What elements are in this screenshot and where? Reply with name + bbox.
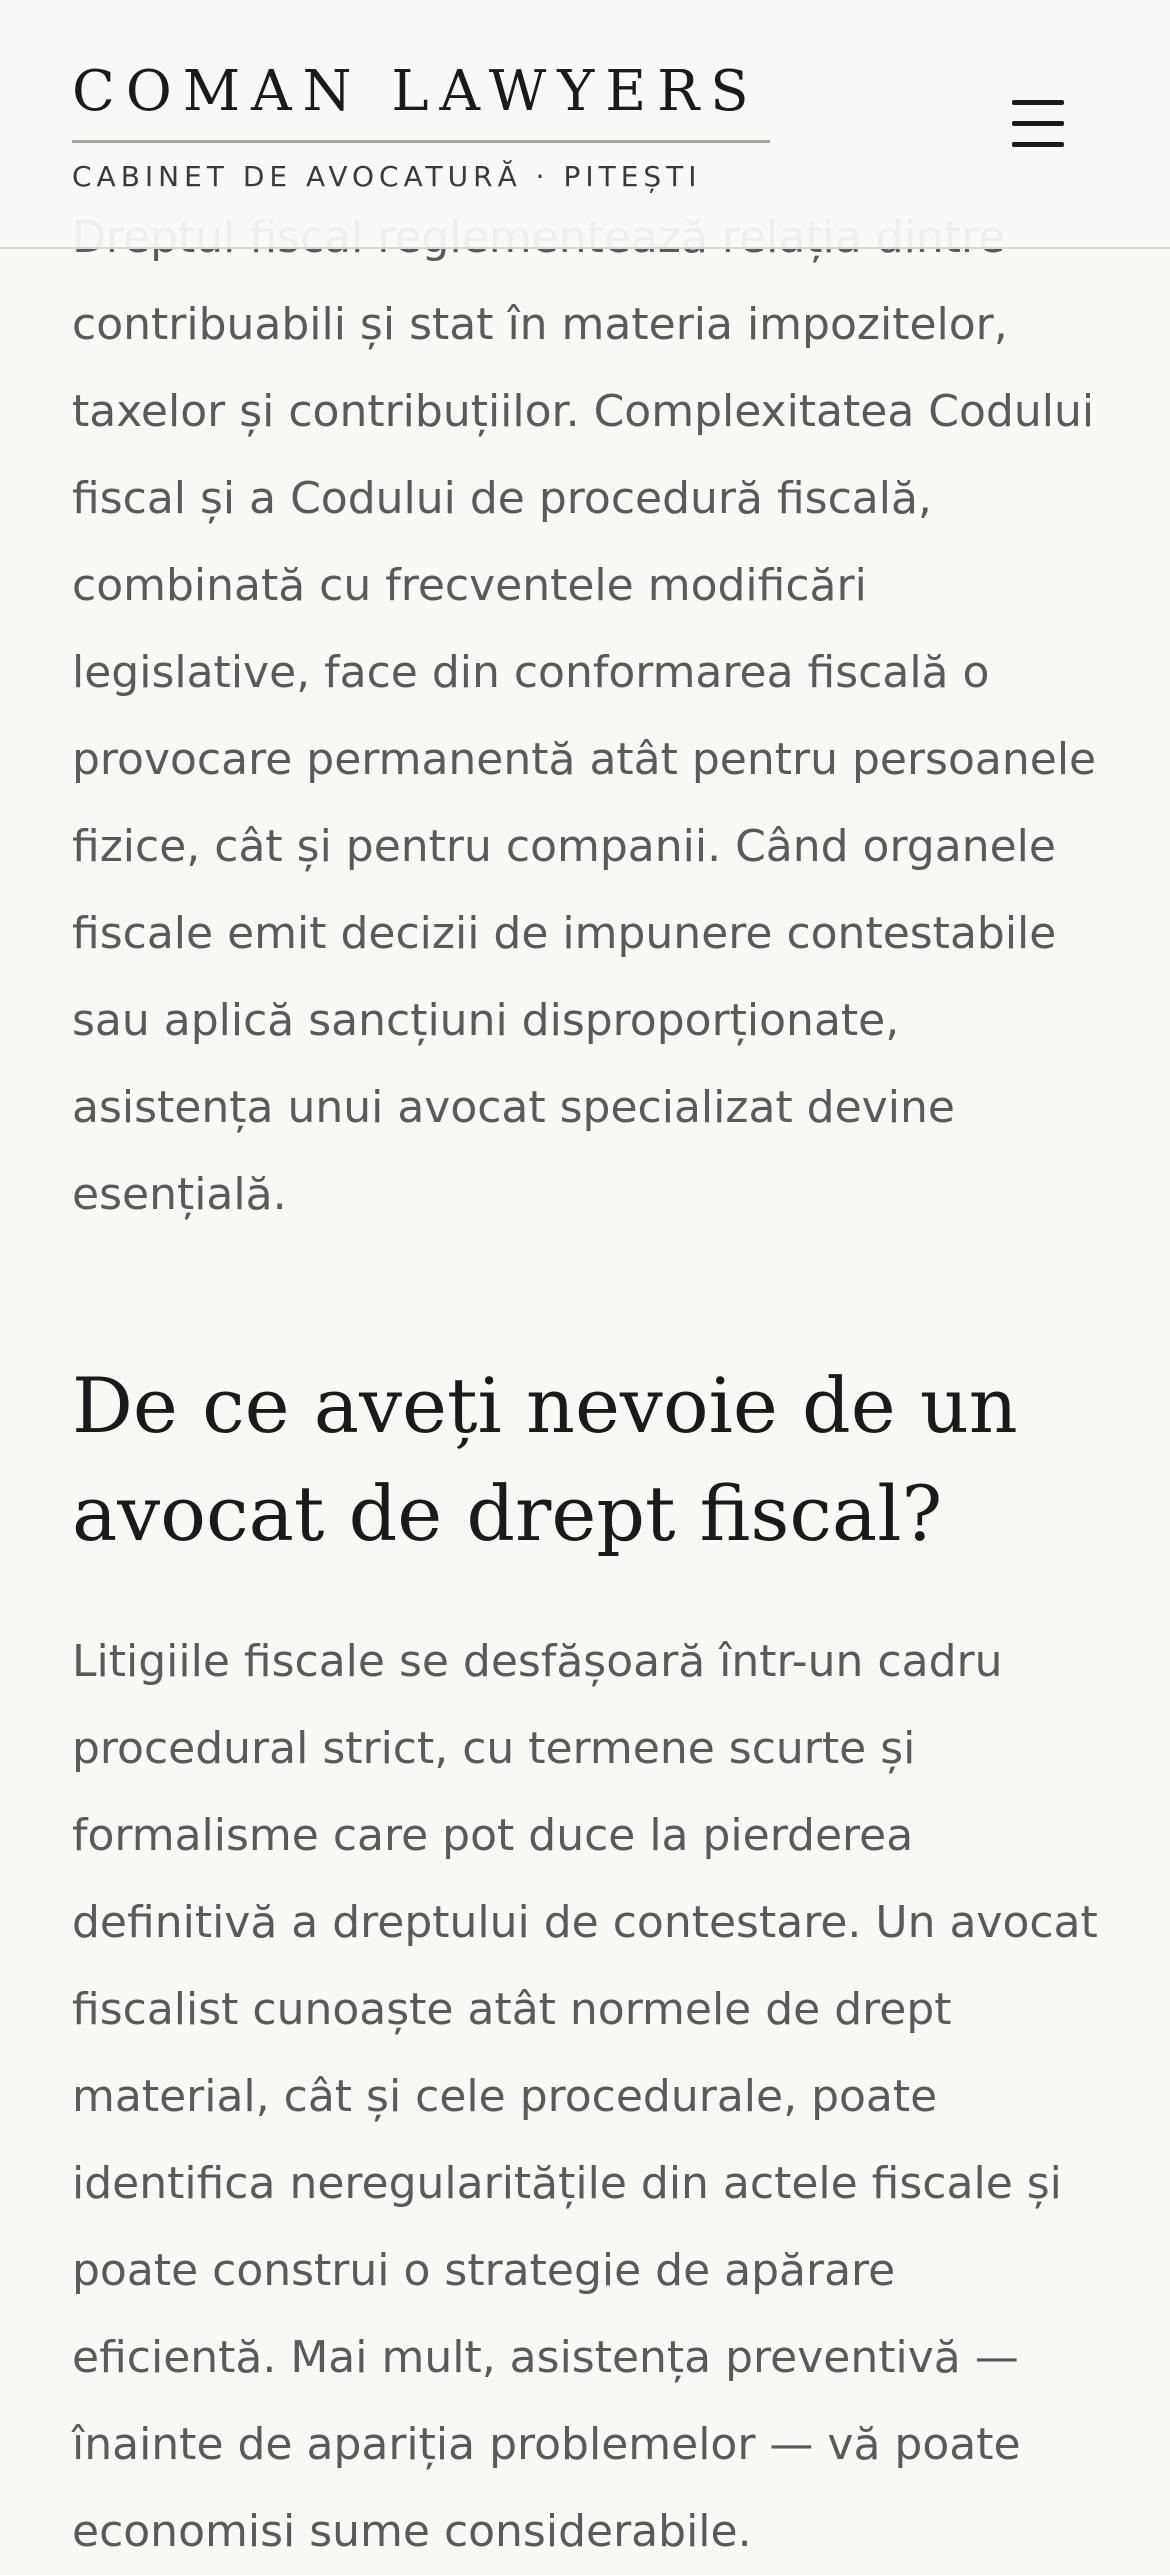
site-header <box>0 0 1170 249</box>
article-paragraph-1: contribuabili și stat în materia impozitelor, taxelor și contribuțiilor. Complexitatea Codului fiscal și a Codului de procedură fiscală, combinată cu frecventele modificări legislative, face din conformarea fiscală o provocare permanentă atât pentru persoanele fizice, cât și pentru companii. Când organele fiscale emit decizii de impunere contestabile sau aplică sancțiuni disproporționate, asistența unui avocat specializat devine esențială. <box>72 299 1097 1220</box>
brand-tagline: CABINET DE AVOCATURĂ · PITEȘTI <box>72 160 702 193</box>
section-heading: De ce aveți nevoie de un avocat de drept fiscal? <box>72 1361 1018 1558</box>
brand-divider <box>72 140 770 143</box>
menu-button[interactable] <box>988 88 1088 160</box>
article-paragraph-2: Litigiile fiscale se desfășoară într-un cadru procedural strict, cu termene scurte și formalisme care pot duce la pierderea definitivă a dreptului de contestare. Un avocat fiscalist cunoaște atât normele de drept material, cât și cele procedurale, poate identifica neregularitățile din actele fiscale și poate construi o strategie de apărare eficientă. Mai mult, asistența preventivă — înainte de apariția problemelor — vă poate economisi sume considerabile. <box>72 1636 1098 2557</box>
brand-name: COMAN LAWYERS <box>72 59 760 124</box>
brand-logo-link[interactable] <box>72 56 772 195</box>
